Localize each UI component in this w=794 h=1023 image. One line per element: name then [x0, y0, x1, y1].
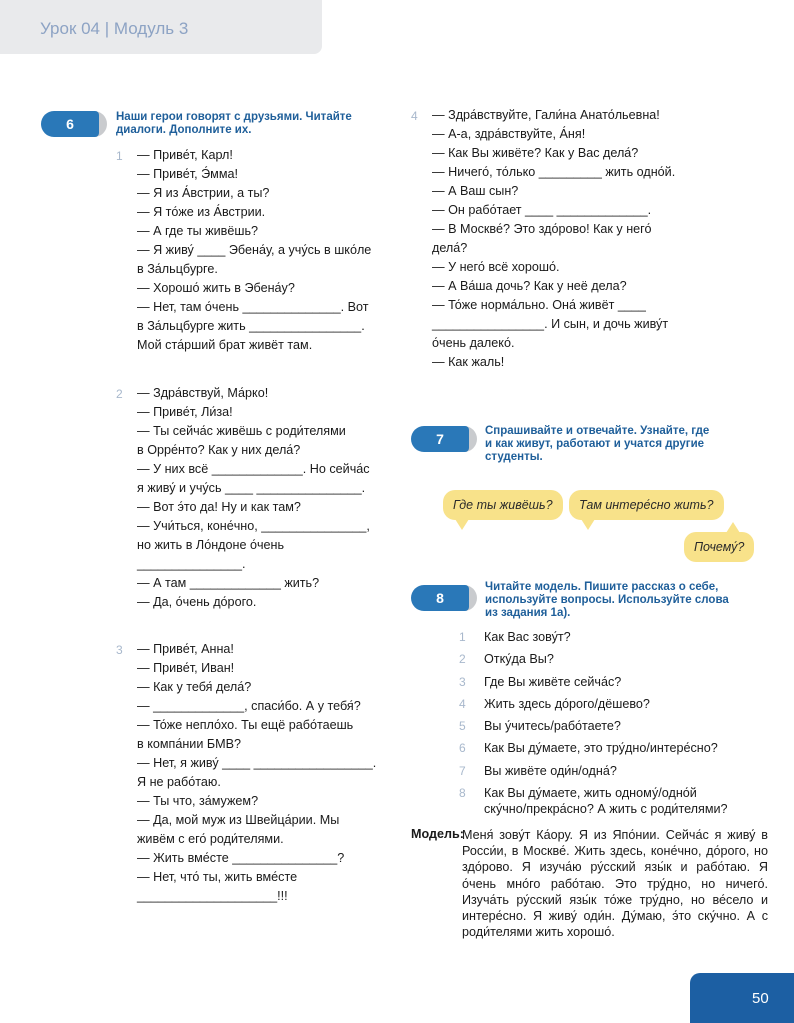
dialog-line: — То́же норма́льно. Она́ живёт ____ — [432, 298, 646, 312]
dialog-line: — У него́ всё хорошо́. — [432, 260, 560, 274]
dialog-line: — Учи́ться, коне́чно, _______________, — [137, 519, 370, 533]
dialog-line: — Он рабо́тает ____ _____________. — [432, 203, 652, 217]
task-6-instruction: Наши герои говорят с друзьями. Читайте диалоги. Дополните их. — [116, 111, 352, 136]
page-number-box — [690, 973, 794, 1023]
dialog-line: Я не рабо́таю. — [137, 775, 221, 789]
dialog-line: но жить в Ло́ндоне о́чень — [137, 538, 285, 552]
dialog-line: — Ты что, за́мужем? — [137, 794, 259, 808]
dialog-line: я живу́ и учу́сь ____ _______________. — [137, 481, 366, 495]
dialog-line: — Ты сейча́с живёшь с роди́телями — [137, 424, 346, 438]
dialog-line: — Нет, что́ ты, жить вме́сте — [137, 870, 298, 884]
model-label: Модель: — [411, 827, 464, 841]
dialog-line: — Нет, там о́чень ______________. Вот — [137, 300, 369, 314]
dialog-line: — Как у тебя́ дела́? — [137, 680, 252, 694]
dialog-line: — У них всё _____________. Но сейча́с — [137, 462, 370, 476]
dialog-line: — Хорошо́ жить в Эбена́у? — [137, 281, 295, 295]
dialog-line: — А Ваш сын? — [432, 184, 519, 198]
dialog-line: в компа́нии БМВ? — [137, 737, 242, 751]
dialog-line: ________________. И сын, и дочь живу́т — [432, 317, 669, 331]
dialog-line: — Как Вы живёте? Как у Вас дела́? — [432, 146, 639, 160]
dialog-3 — [137, 640, 376, 906]
dialog-line: — Здра́вствуйте, Гали́на Анато́льевна! — [432, 108, 660, 122]
dialog-line: о́чень далеко́. — [432, 336, 515, 350]
task-8-instruction: Читайте модель. Пишите рассказ о себе, используйте вопросы. Используйте слова из задания 1а). — [485, 581, 729, 619]
speech-bubble-where-live: Где ты живёшь? — [443, 490, 563, 520]
dialog-line: — Вот э́то да! Ну и как там? — [137, 500, 301, 514]
dialog-2-number: 2 — [116, 387, 123, 401]
dialog-line: — Я то́же из А́встрии. — [137, 205, 266, 219]
dialog-line: — Нет, я живу́ ____ _________________. — [137, 756, 377, 770]
dialog-line: — Приве́т, Анна! — [137, 642, 234, 656]
dialog-line: _______________. — [137, 557, 246, 571]
dialog-line: в За́льцбурге жить ________________. — [137, 319, 365, 333]
task-7-badge — [411, 426, 477, 452]
model-text: Меня́ зову́т Ка́ору. Я из Япо́нии. Сейча́с я живу́ в Росси́и, в Москве́. Жить здесь, коне́чно, до́рого, но здо́рово. Я изуча́ю ру́сский язы́к и рабо́таю. Я о́чень мно́го рабо́таю. Это тру́дно, но ничего́. Изуча́ть ру́сский язы́к то́же тру́дно, но ве́село и интере́сно. Я живу́ оди́н. Ду́маю, э́то ску́чно. А с роди́телями жить хорошо́. — [462, 828, 768, 940]
page-number: 50 — [752, 990, 769, 1007]
dialog-line: — _____________, спаси́бо. А у тебя́? — [137, 699, 361, 713]
dialog-1 — [137, 146, 371, 355]
task-8-badge — [411, 585, 477, 611]
dialog-line: в За́льцбурге. — [137, 262, 218, 276]
dialog-line: — То́же непло́хо. Ты ещё рабо́таешь — [137, 718, 354, 732]
dialog-1-number: 1 — [116, 149, 123, 163]
dialog-line: — В Москве́? Это здо́рово! Как у него́ — [432, 222, 652, 236]
dialog-line: — А где ты живёшь? — [137, 224, 259, 238]
dialog-line: — А Ва́ша дочь? Как у неё дела? — [432, 279, 627, 293]
dialog-line: — Ничего́, то́лько _________ жить одно́й. — [432, 165, 676, 179]
dialog-line: Мой ста́рший брат живёт там. — [137, 338, 313, 352]
dialog-line: — А-а, здра́вствуйте, А́ня! — [432, 127, 586, 141]
dialog-line: — Приве́т, Иван! — [137, 661, 235, 675]
dialog-4 — [432, 106, 675, 372]
dialog-line: — Да, о́чень до́рого. — [137, 595, 257, 609]
dialog-line: ____________________!!! — [137, 889, 288, 903]
dialog-line: — Как жаль! — [432, 355, 505, 369]
dialog-line: — Приве́т, Ли́за! — [137, 405, 233, 419]
dialog-line: — Жить вме́сте _______________? — [137, 851, 345, 865]
lesson-module-title: Урок 04 | Модуль 3 — [40, 19, 189, 38]
task-7-instruction: Спрашивайте и отвечайте. Узнайте, где и как живут, работают и учатся другие студенты. — [485, 425, 710, 463]
task-6-number: 6 — [41, 111, 99, 137]
dialog-line: — А там _____________ жить? — [137, 576, 320, 590]
dialog-2 — [137, 384, 370, 612]
task-6-badge — [41, 111, 107, 137]
dialog-4-number: 4 — [411, 109, 418, 123]
dialog-line: дела́? — [432, 241, 468, 255]
dialog-line: — Да, мой муж из Швейца́рии. Мы — [137, 813, 340, 827]
dialog-line: живём с его́ роди́телями. — [137, 832, 284, 846]
dialog-line: — Здра́вствуй, Ма́рко! — [137, 386, 269, 400]
dialog-3-number: 3 — [116, 643, 123, 657]
task-7-number: 7 — [411, 426, 469, 452]
dialog-line: — Я из А́встрии, а ты? — [137, 186, 270, 200]
dialog-line: в Орре́нто? Как у них дела́? — [137, 443, 301, 457]
dialog-line: — Приве́т, Э́мма! — [137, 167, 238, 181]
dialog-line: — Приве́т, Карл! — [137, 148, 233, 162]
speech-bubble-interesting: Там интере́сно жить? — [569, 490, 724, 520]
dialog-line: — Я живу́ ____ Эбена́у, а учу́сь в шко́ле — [137, 243, 372, 257]
task-8-number: 8 — [411, 585, 469, 611]
speech-bubble-why: Почему́? — [684, 532, 754, 562]
